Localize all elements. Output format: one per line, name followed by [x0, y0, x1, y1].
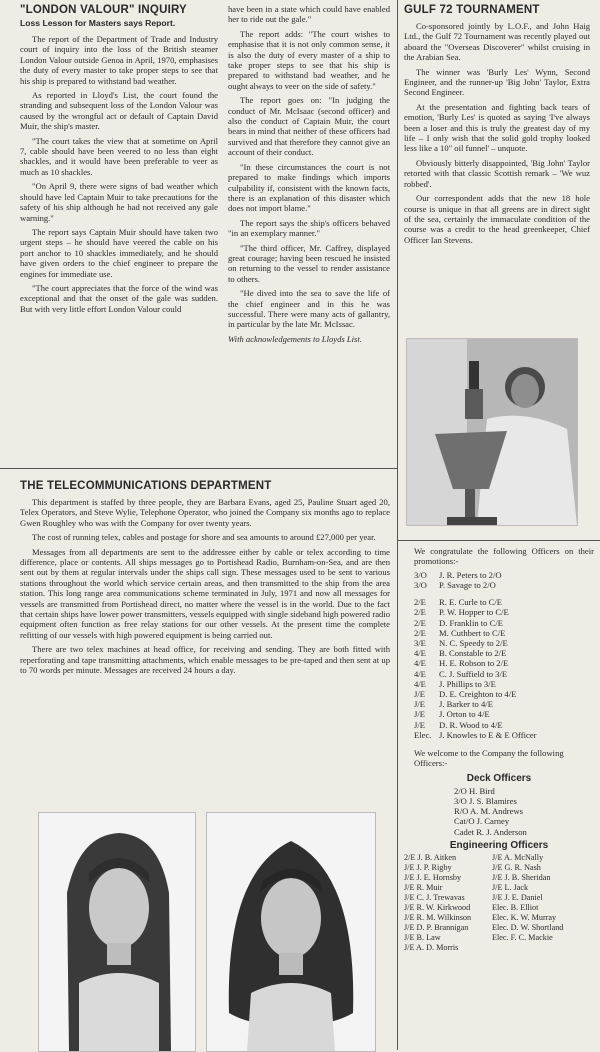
- promotions-intro: We congratulate the following Officers on their promotions:-: [414, 546, 594, 567]
- portrait-left-illustration: [39, 813, 195, 1051]
- engineering-officer: J/E G. R. Nash: [492, 862, 541, 872]
- engineering-officer: J/E J. B. Sheridan: [492, 872, 551, 882]
- section-divider: [0, 468, 398, 469]
- telecom-paragraph: This department is staffed by three people, they are Barbara Evans, aged 25, Pauline Stuart aged 20, Telex Operators, and Steve Wylie, Telephone Operator, who joined the Company six months ago to replace Gwen Roughley who was with the Company for over twenty years.: [20, 497, 390, 528]
- promotion-rank: J/E: [414, 719, 425, 730]
- engineering-officer: Elec. B. Elliot: [492, 902, 539, 912]
- promotion-detail: N. C. Speedy to 2/E: [439, 638, 508, 649]
- engineering-officer: J/E R. M. Wilkinson: [404, 912, 472, 922]
- promotion-rank: 2/E: [414, 607, 426, 618]
- promotion-detail: J. R. Peters to 2/O: [439, 569, 502, 580]
- promotion-row: [414, 699, 594, 709]
- deck-officer: R/O A. M. Andrews: [454, 806, 523, 817]
- london-valour-col2-text: [228, 29, 390, 330]
- london-valour-col2-first: have been in a state which could have enabled her to ride out the gale.": [228, 4, 390, 25]
- engineering-officer: J/E A. McNally: [492, 852, 544, 862]
- deck-officer: Cadet R. J. Anderson: [454, 826, 527, 837]
- deck-officers-title: Deck Officers: [466, 772, 532, 784]
- promotion-rank: 4/E: [414, 668, 426, 679]
- engineering-officer: J/E A. D. Morris: [404, 942, 459, 952]
- promotions-list: [404, 570, 594, 740]
- engineering-officer: J/E J. E. Daniel: [492, 892, 543, 902]
- portrait-photo-left: [38, 812, 196, 1052]
- promotion-row: [414, 628, 594, 638]
- engineering-officer: 2/E J. B. Aitken: [404, 852, 457, 862]
- promotion-rank: 2/E: [414, 627, 426, 638]
- promotion-rank: 4/E: [414, 658, 426, 669]
- london-valour-paragraph: "In these circumstances the court is not prepared to make findings which imports culpability if, consistent with the known facts, there is an explanation of this disaster which does not import blame.": [228, 161, 390, 214]
- london-valour-paragraph: "The court appreciates that the force of the wind was exceptional and that the onset of the gale was sudden. But with very little effort London Valour could: [20, 282, 218, 314]
- promotion-detail: R. E. Curle to C/E: [439, 597, 503, 608]
- promotion-row: [414, 658, 594, 668]
- london-valour-paragraph: The report says the ship's officers behaved "in an exemplary manner.": [228, 217, 390, 239]
- promotion-rank: 2/E: [414, 617, 426, 628]
- promotion-row: [414, 648, 594, 658]
- promotion-detail: D. Franklin to C/E: [439, 617, 503, 628]
- engineering-officers-title: Engineering Officers: [449, 839, 549, 851]
- column-divider: [397, 0, 398, 1050]
- engineering-officers-list: [404, 853, 594, 953]
- gulf-72-paragraph: Our correspondent adds that the new 18 hole course is unique in that all greens are in direct sight of the sea, certainly the immaculate condition of the course was a credit to the head greenkeeper, Chief Officer Ian Stevens.: [404, 193, 590, 245]
- portrait-right-illustration: [207, 813, 375, 1051]
- engineering-officer: J/E C. J. Trewavas: [404, 892, 465, 902]
- promotion-detail: P. W. Hopper to C/E: [439, 607, 509, 618]
- trophy-photo: [406, 338, 578, 526]
- london-valour-paragraph: "The court takes the view that at sometime on April 7, cable should have been veered to no less than eight shackles, and it would have been preferable to veer as much as 10 shackles.: [20, 135, 218, 177]
- london-valour-paragraph: The report goes on: "In judging the conduct of Mr. McIsaac (second officer) and also the conduct of Captain Muir, the court bears in mind that neither of these officers had survived and that therefore they cannot give an account of their conduct.: [228, 95, 390, 158]
- engineering-officer: J/E B. Law: [404, 932, 441, 942]
- engineering-officer: J/E R. Muir: [404, 882, 443, 892]
- london-valour-paragraph: As reported in Lloyd's List, the court found the stranding and subsequent loss of the London Valour was caused by the wrongful act or default of Captain David Muir, the ship's master.: [20, 90, 218, 132]
- deck-officer: 3/O J. S. Blamires: [454, 796, 517, 807]
- promotion-detail: J. Knowles to E & E Officer: [439, 729, 537, 740]
- promotions-section: [404, 546, 594, 1050]
- engineering-officer: [492, 943, 580, 953]
- promotion-rank: 2/E: [414, 597, 426, 608]
- telecom-section: [20, 480, 390, 805]
- promotion-rank: 3/E: [414, 638, 426, 649]
- gulf-72-paragraph: The winner was 'Burly Les' Wynn, Second Engineer, and the runner-up 'Big John' Taylor, Extra Second Engineer.: [404, 66, 590, 98]
- telecom-paragraph: The cost of running telex, cables and postage for shore and sea amounts to around £27,000 per year.: [32, 532, 376, 543]
- gulf-72-paragraph: Obviously bitterly disappointed, 'Big John' Taylor retorted with that classic Scottish remark – 'We wuz robbed'.: [404, 157, 590, 189]
- telecom-paragraph: Messages from all departments are sent to the addressee either by cable or telex according to time difference, place or contents. All ships messages go to Portishead Radio, Burnham-on-Sea, and are then sent out by them at regular intervals under the ships call sign. These messages used to be sent to various stations throughout the world which service certain areas, and then transmitted to the ship from the area station. This long range area communications scheme terminated in July, 1971 and now all messages for vessels are transmitted from Portishead direct, no matter where the vessel is in the world. Due to the fact that certain ships have lower power transmitters, vessels equipped with single sideband high powered radio equipment often function as free relay stations for our other vessels. At the present time the complete refitting of our vessels with high powered equipment is being carried out.: [20, 546, 390, 640]
- promotion-detail: J. Barker to 4/E: [439, 699, 493, 710]
- promotion-row: [414, 607, 594, 617]
- promotion-rank: 4/E: [414, 678, 426, 689]
- deck-officers-list: [404, 786, 594, 837]
- promotion-row: [414, 669, 594, 679]
- london-valour-title: "LONDON VALOUR" INQUIRY: [20, 4, 187, 16]
- engineering-officer: J/E J. E. Hornsby: [404, 872, 462, 882]
- london-valour-subtitle: Loss Lesson for Masters says Report.: [20, 18, 176, 28]
- promotion-row: [414, 730, 594, 740]
- london-valour-col2: [228, 4, 390, 474]
- engineering-officer: J/E J. P. Rigby: [404, 862, 452, 872]
- london-valour-paragraph: The report adds: "The court wishes to emphasise that it is not only common sense, it is also the duty of every master of a ship to take proper steps to see that his ship is prepared to withstand bad weather, and he ought always to veer on the side of safety.": [228, 28, 390, 91]
- promotion-row: [414, 597, 594, 607]
- london-valour-paragraph: "On April 9, there were signs of bad weather which should have led Captain Muir to take precautions for the safety of his ship although he had not received any gale warning.": [20, 181, 218, 223]
- promotion-detail: B. Constable to 2/E: [439, 648, 507, 659]
- promotion-row: [414, 689, 594, 699]
- london-valour-paragraph: "He dived into the sea to save the life of the chief engineer and in this he was successful. There were many acts of gallantry, in particular by the late Mr. McIssac.: [228, 288, 390, 330]
- engineering-officer: J/E D. P. Brannigan: [404, 922, 469, 932]
- gulf-72-paragraph: At the presentation and fighting back tears of emotion, 'Burly Les' is quoted as saying 'I've always been a loser and this is truly the greatest day of my life – I only wish that the solid gold trophy looked less like a 10" oil funnel' – unquote.: [404, 101, 590, 154]
- promotion-rank: Elec.: [414, 729, 432, 740]
- engineering-officer: Elec. F. C. Mackie: [492, 932, 553, 942]
- london-valour-paragraph: "The third officer, Mr. Caffrey, displayed great courage; having been rescued he insisted on returning to the vessel to render assistance to others.: [228, 242, 390, 284]
- telecom-paragraph: There are two telex machines at head office, for receiving and sending. They are both fitted with reperforating and tape transmitting attachments, which enable messages to be pre-taped and then sent at up to 70 words per minute. Messages are received 24 hours a day.: [20, 644, 390, 676]
- welcome-text: We welcome to the Company the following Officers:-: [414, 748, 564, 769]
- promotion-row: [414, 709, 594, 719]
- engineering-officer: Elec. D. W. Shortland: [492, 922, 564, 932]
- promotion-rank: J/E: [414, 689, 425, 700]
- engineering-officer: Elec. K. W. Murray: [492, 912, 557, 922]
- promotion-detail: J. Orton to 4/E: [439, 709, 490, 720]
- promotion-rank: J/E: [414, 699, 425, 710]
- acknowledgement: With acknowledgements to Lloyds List.: [228, 333, 362, 344]
- gulf-72-paragraph: Co-sponsored jointly by L.O.F., and John Haig Ltd., the Gulf 72 Tournament was recently played out aboard the "Overseas Discoverer" whilst cruising in the Arabian Sea.: [404, 21, 590, 63]
- gulf-72-column: [404, 4, 590, 334]
- promotion-row: [414, 570, 594, 580]
- promotion-row: [414, 580, 594, 590]
- promotion-detail: C. J. Suffield to 3/E: [439, 668, 508, 679]
- london-valour-paragraph: The report of the Department of Trade and Industry court of inquiry into the loss of the British steamer London Valour outside Genoa in April, 1970, emphasises the duty of every master to take proper steps to see that his ship is prepared to withstand bad weather.: [20, 34, 218, 86]
- london-valour-col1-text: [20, 34, 218, 314]
- engineering-officer: J/E L. Jack: [492, 882, 529, 892]
- portrait-photo-right: [206, 812, 376, 1052]
- promotion-row: [414, 590, 594, 597]
- promotion-detail: D. R. Wood to 4/E: [439, 719, 503, 730]
- promotion-rank: 4/E: [414, 648, 426, 659]
- engineering-officer: J/E R. W. Kirkwood: [404, 902, 471, 912]
- promotion-row: [414, 720, 594, 730]
- gulf-72-title: GULF 72 TOURNAMENT: [404, 4, 540, 16]
- telecom-text: [20, 497, 390, 676]
- promotion-detail: H. E. Robson to 2/E: [439, 658, 509, 669]
- deck-officer: 2/O H. Bird: [454, 785, 495, 796]
- promotion-rank: 3/O: [414, 580, 427, 591]
- telecom-title: THE TELECOMMUNICATIONS DEPARTMENT: [20, 480, 272, 492]
- london-valour-col1: [20, 4, 218, 474]
- promotion-detail: J. Phillips to 3/E: [439, 678, 496, 689]
- london-valour-paragraph: The report says Captain Muir should have taken two urgent steps – he should have veered the cable on his port anchor to 10 shackles immediately, and he should have given orders to the chief engineer to prepare the engines for immediate use.: [20, 226, 218, 279]
- promotion-detail: P. Savage to 2/O: [439, 580, 496, 591]
- promotions-divider: [398, 540, 600, 541]
- trophy-photo-illustration: [407, 339, 577, 525]
- promotion-row: [414, 618, 594, 628]
- promotion-detail: M. Cuthbert to C/E: [439, 627, 506, 638]
- deck-officer: Cat/O J. Carney: [454, 816, 510, 827]
- gulf-72-text: [404, 21, 590, 245]
- promotion-rank: J/E: [414, 709, 425, 720]
- promotion-rank: 3/O: [414, 569, 427, 580]
- promotion-detail: D. E. Creighton to 4/E: [439, 689, 517, 700]
- promotion-row: [414, 679, 594, 689]
- promotion-row: [414, 638, 594, 648]
